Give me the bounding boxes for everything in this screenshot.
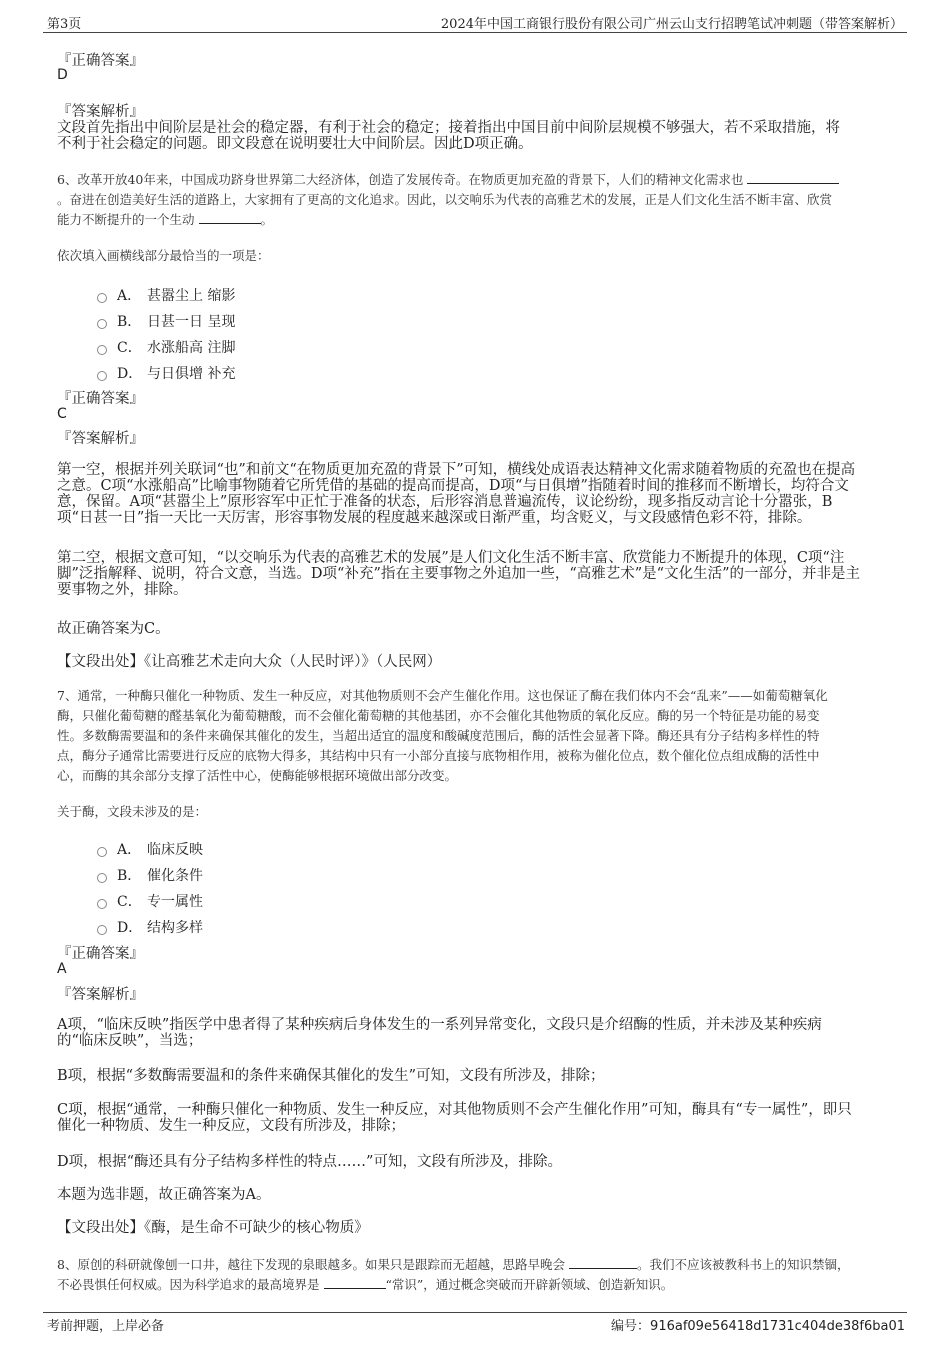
question-line: 酶，只催化葡萄糖的醛基氧化为葡萄糖酸，而不会催化葡萄糖的其他基团，亦不会催化其他物质的氧化反应。酶的另一个特征是功能的易变 <box>57 708 820 723</box>
fill-blank <box>747 171 839 184</box>
question-6-explanation-2 <box>57 550 907 598</box>
code-label: 编号： <box>611 1319 651 1334</box>
question-7-explanation-a <box>57 1017 907 1049</box>
question-6-prompt: 依次填入画横线部分最恰当的一项是： <box>57 248 270 263</box>
correct-answer-label: 『正确答案』 <box>57 53 144 69</box>
question-line: “常识”，通过概念突破而开辟新领域、创造新知识。 <box>385 1277 674 1292</box>
correct-answer-label: 『正确答案』 <box>57 946 144 962</box>
fill-blank <box>569 1256 637 1269</box>
option-letter: B． <box>117 314 142 330</box>
fill-blank <box>324 1276 386 1289</box>
explanation-line: 第一空，根据并列关联词“也”和前文“在物质更加充盈的背景下”可知，横线处成语表达精神文化需求随着物质的充盈也在提高 <box>57 462 856 478</box>
option-a[interactable] <box>97 282 235 308</box>
explanation-line: C项，根据“通常，一种酶只催化一种物质、发生一种反应，对其他物质则不会产生催化作用”可知，酶具有“专一属性”，即只 <box>57 1102 852 1118</box>
option-b[interactable] <box>97 862 203 888</box>
radio-icon[interactable] <box>97 925 107 935</box>
question-line: 8、原创的科研就像刨一口井，越往下发现的泉眼越多。如果只是跟踪而无超越，思路早晚会 <box>57 1257 565 1272</box>
option-letter: C． <box>117 340 142 356</box>
question-line: 心，而酶的其余部分支撑了活性中心，使酶能够根据环境做出部分改变。 <box>57 768 458 783</box>
explanation-text <box>57 120 840 152</box>
correct-answer-label: 『正确答案』 <box>57 391 144 407</box>
explanation-label: 『答案解析』 <box>57 104 144 120</box>
radio-icon[interactable] <box>97 873 107 883</box>
explanation-line: 不利于社会稳定的问题。即文段意在说明要壮大中间阶层。因此D项正确。 <box>57 136 533 152</box>
question-line: 7、通常，一种酶只催化一种物质、发生一种反应，对其他物质则不会产生催化作用。这也保证了酶在我们体内不会“乱来”——如葡萄糖氧化 <box>57 688 828 703</box>
option-text: 水涨船高 注脚 <box>147 340 236 356</box>
question-6-explanation-1 <box>57 462 907 526</box>
explanation-line: 要事物之外，排除。 <box>57 582 188 598</box>
option-letter: C． <box>117 894 142 910</box>
explanation-line: A项，“临床反映”指医学中患者得了某种疾病后身体发生的一系列异常变化，文段只是介绍酶的性质，并未涉及某种疾病 <box>57 1017 822 1033</box>
header-divider <box>43 32 907 33</box>
option-c[interactable] <box>97 334 235 360</box>
option-letter: D． <box>117 920 143 936</box>
explanation-label: 『答案解析』 <box>57 431 144 447</box>
option-d[interactable] <box>97 360 235 386</box>
fill-blank <box>199 211 261 224</box>
question-7-explanation-c <box>57 1102 907 1134</box>
option-b[interactable] <box>97 308 235 334</box>
document-title: 2024年中国工商银行股份有限公司广州云山支行招聘笔试冲刺题（带答案解析） <box>440 17 903 32</box>
question-7-stem <box>57 686 907 786</box>
question-7-conclusion: 本题为选非题，故正确答案为A。 <box>57 1187 271 1203</box>
explanation-line: 之意。C项“水涨船高”比喻事物随着它所凭借的基础的提高而提高，D项“与日俱增”指随着时间的推移而不断增长，均符合文 <box>57 478 849 494</box>
radio-icon[interactable] <box>97 345 107 355</box>
question-7-options <box>97 836 203 940</box>
option-a[interactable] <box>97 836 203 862</box>
option-text: 结构多样 <box>147 920 203 936</box>
page-number: 第3页 <box>47 17 82 32</box>
option-c[interactable] <box>97 888 203 914</box>
option-text: 甚嚣尘上 缩影 <box>147 288 236 304</box>
option-text: 临床反映 <box>147 842 203 858</box>
option-text: 与日俱增 补充 <box>147 366 236 382</box>
footer-divider <box>43 1312 907 1313</box>
explanation-line: 脚”泛指解释、说明，符合文意，当选。D项“补充”指在主要事物之外追加一些，“高雅艺术”是“文化生活”的一部分，并非是主 <box>57 566 861 582</box>
explanation-line: 的“临床反映”，当选； <box>57 1033 203 1049</box>
explanation-line: 第二空，根据文意可知，“以交响乐为代表的高雅艺术的发展”是人们文化生活不断丰富、欣赏能力不断提升的体现，C项“注 <box>57 550 845 566</box>
question-6-stem <box>57 170 897 230</box>
explanation-line: 项“日甚一日”指一天比一天厉害，形容事物发展的程度越来越深或日渐严重，均含贬义，与文段感情色彩不符，排除。 <box>57 510 812 526</box>
document-code <box>611 1315 905 1334</box>
question-line: 不必畏惧任何权威。因为科学追求的最高境界是 <box>57 1277 320 1292</box>
question-line: 能力不断提升的一个生动 <box>57 212 195 227</box>
radio-icon[interactable] <box>97 293 107 303</box>
question-line-end: 。 <box>260 212 274 227</box>
radio-icon[interactable] <box>97 847 107 857</box>
question-line: 6、改革开放40年来，中国成功跻身世界第二大经济体，创造了发展传奇。在物质更加充盈的背景下，人们的精神文化需求也 <box>57 172 744 187</box>
option-letter: A． <box>117 842 142 858</box>
question-8-stem <box>57 1255 907 1295</box>
radio-icon[interactable] <box>97 319 107 329</box>
radio-icon[interactable] <box>97 899 107 909</box>
explanation-line: 意，保留。A项“甚嚣尘上”原形容军中正忙于准备的状态，后形容消息普遍流传，议论纷纷，现多指反动言论十分嚣张，B <box>57 494 833 510</box>
correct-answer-value: D <box>57 67 68 83</box>
explanation-line: 文段首先指出中间阶层是社会的稳定器，有利于社会的稳定；接着指出中国目前中间阶层规模不够强大，若不采取措施，将 <box>57 120 840 136</box>
option-letter: D． <box>117 366 143 382</box>
question-line: 。我们不应该被教科书上的知识禁锢， <box>636 1257 850 1272</box>
question-7-explanation-d: D项，根据“酶还具有分子结构多样性的特点……”可知，文段有所涉及，排除。 <box>57 1154 562 1170</box>
explanation-line: 催化一种物质、发生一种反应，文段有所涉及，排除； <box>57 1118 405 1134</box>
question-7-prompt: 关于酶，文段未涉及的是： <box>57 804 208 819</box>
question-6-options <box>97 282 235 386</box>
explanation-label: 『答案解析』 <box>57 987 144 1003</box>
question-6-conclusion: 故正确答案为C。 <box>57 621 170 637</box>
question-line: 点，酶分子通常比需要进行反应的底物大得多，其结构中只有一小部分直接与底物相作用，被称为催化位点，数个催化位点组成酶的活性中 <box>57 748 820 763</box>
question-line: 性。多数酶需要温和的条件来确保其催化的发生，当超出适宜的温度和酸碱度范围后，酶的活性会显著下降。酶还具有分子结构多样性的特 <box>57 728 820 743</box>
option-text: 专一属性 <box>147 894 203 910</box>
correct-answer-value: A <box>57 961 67 977</box>
code-value: 916af09e56418d1731c404de38f6ba01 <box>650 1319 905 1334</box>
option-text: 催化条件 <box>147 868 203 884</box>
question-6-source: 【文段出处】《让高雅艺术走向大众（人民时评）》（人民网） <box>57 654 442 670</box>
question-line: 。奋进在创造美好生活的道路上，大家拥有了更高的文化追求。因此，以交响乐为代表的高雅艺术的发展，正是人们文化生活不断丰富、欣赏 <box>57 192 833 207</box>
footer-slogan: 考前押题，上岸必备 <box>47 1319 165 1334</box>
option-letter: B． <box>117 868 142 884</box>
option-text: 日甚一日 呈现 <box>147 314 236 330</box>
option-letter: A． <box>117 288 142 304</box>
question-7-explanation-b: B项，根据“多数酶需要温和的条件来确保其催化的发生”可知，文段有所涉及，排除； <box>57 1068 605 1084</box>
question-7-source: 【文段出处】《酶，是生命不可缺少的核心物质》 <box>57 1220 369 1236</box>
radio-icon[interactable] <box>97 371 107 381</box>
correct-answer-value: C <box>57 406 67 422</box>
option-d[interactable] <box>97 914 203 940</box>
